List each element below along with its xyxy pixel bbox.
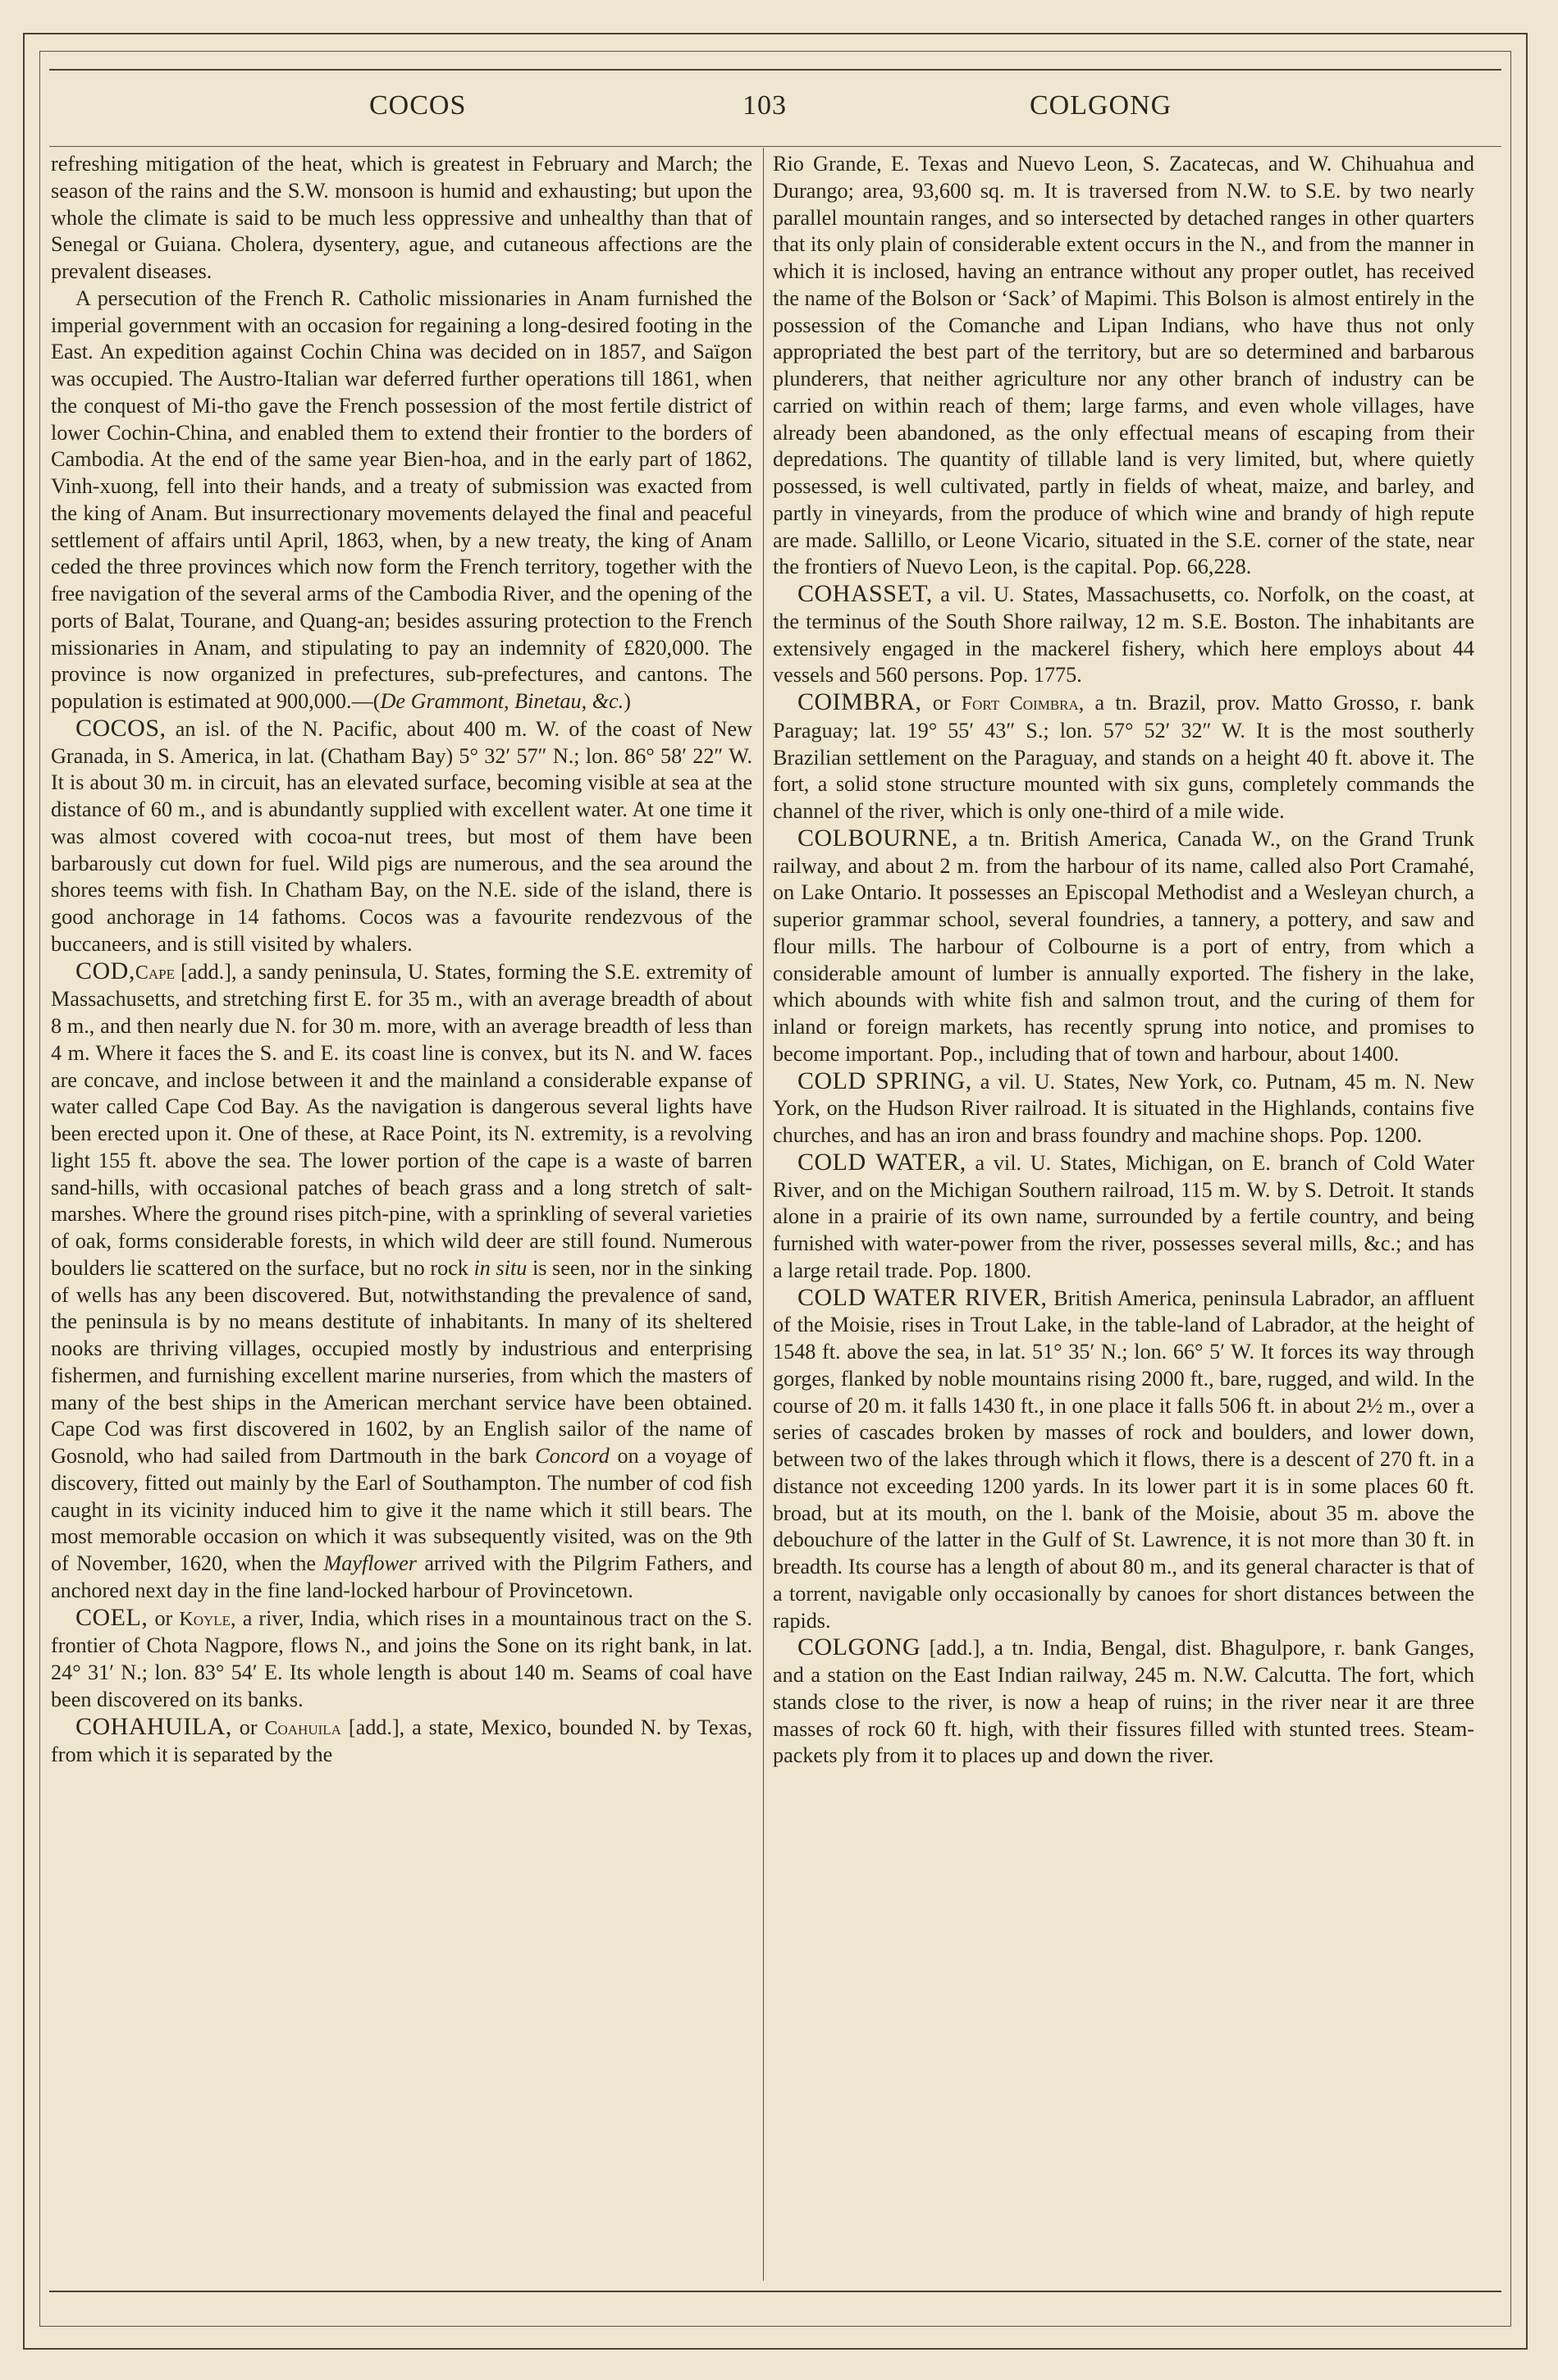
italic-text: De Grammont, Binetau, &c. — [380, 689, 624, 713]
entry-text: a tn. British America, Canada W., on the Grand Trunk railway, and about 2 m. from the harbour of its name, called also Port Cramahé, on Lake Ontario. It possesses an Episcopal Methodist and a Wesleyan church, a superior grammar school, several foundries, a tannery, a pottery, and saw and flour mills. The harbour of Colbourne is a port of entry, from which a considerable amount of lumber is annually exported. The fishery in the lake, which abounds with white fish and salmon trout, and the curing of them for inland or foreign markets, has recently sprung into notice, and promises to become important. Pop., including that of town and harbour, about 1400. — [773, 826, 1474, 1066]
entry-headword: COIMBRA, — [797, 688, 922, 715]
top-rule — [49, 69, 1501, 71]
entry-headword: COLD WATER RIVER, — [797, 1283, 1048, 1311]
entry-headword: COEL, — [75, 1603, 148, 1631]
running-header — [49, 90, 1501, 131]
body-paragraph — [773, 151, 1474, 581]
entry-text: on a voyage of discovery, fitted out mainly by the Earl of Southampton. The number of cod fish caught in its vicinity induced him to give it the name which it still bears. The most memorable occasion on which it was subsequently visited, was on the 9th of November, 1620, when the — [51, 1444, 752, 1575]
entry-text: ) — [624, 689, 631, 713]
right-column — [773, 151, 1474, 1770]
column-divider — [763, 148, 764, 2281]
body-paragraph — [51, 151, 752, 286]
gazetteer-entry — [51, 958, 752, 1605]
entry-headword: COHASSET, — [797, 580, 933, 607]
entry-headword: COLGONG — [797, 1633, 921, 1661]
gazetteer-entry — [773, 825, 1474, 1068]
header-rule — [49, 146, 1501, 147]
gazetteer-entry — [51, 715, 752, 958]
entry-text: Rio Grande, E. Texas and Nuevo Leon, S. Zacatecas, and W. Chihuahua and Durango; area, 93,600 sq. m. It is traversed from N.W. to S.E. by two nearly parallel mountain ranges, and so intersected by detached ranges in other quarters that its only plain of considerable extent occurs in the N., and from the manner in which it is inclosed, having an entrance without any proper outlet, has received the name of the Bolson or ‘Sack’ of Mapimi. This Bolson is almost entirely in the possession of the Comanche and Lipan Indians, who have thus not only appropriated the best part of the territory, but are so determined and barbarous plunderers, that neither agriculture nor any other branch of industry can be carried on within reach of them; large farms, and even whole villages, have already been abandoned, as the only effectual means of escaping from their depredations. The quantity of tillable land is very limited, but, where quietly possessed, is well cultivated, partly in fields of wheat, maize, and barley, and partly in vineyards, from the produce of which wine and brandy of high repute are made. Sallillo, or Leone Vicario, situated in the S.E. corner of the state, near the frontiers of Nuevo Leon, is the capital. Pop. 66,228. — [773, 152, 1474, 579]
entry-connector: or — [921, 691, 962, 715]
entry-text: arrived with the Pilgrim Fathers, and anchored next day in the fine land-locked harbour of Provincetown. — [51, 1551, 752, 1602]
entry-headword: COLBOURNE, — [797, 824, 958, 852]
entry-text: refreshing mitigation of the heat, which is greatest in February and March; the season of the rains and the S.W. monsoon is humid and exhausting; but upon the whole the climate is said to be much less oppressive and unhealthy than that of Senegal or Guiana. Cholera, dysentery, ague, and cutaneous affections are the prevalent diseases. — [51, 152, 752, 283]
gazetteer-entry — [773, 689, 1474, 825]
entry-alt-name: Cape — [135, 962, 175, 984]
entry-alt-name: Fort Coimbra — [961, 693, 1079, 715]
entry-text: [add.], a sandy peninsula, U. States, forming the S.E. extremity of Massachusetts, and stretching first E. for 35 m., with an average breadth of about 8 m., and then nearly due N. for 30 m. more, with an average breadth of less than 4 m. Where it faces the S. and E. its coast line is convex, but its N. and W. faces are concave, and inclose between it and the mainland a considerable expanse of water called Cape Cod Bay. As the navigation is dangerous several lights have been erected upon it. One of these, at Race Point, its N. extremity, is a revolving light 155 ft. above the sea. The lower portion of the cape is a waste of barren sand-hills, with occasional patches of beach grass and a long stretch of salt-marshes. Where the ground rises pitch-pine, with a sprinkling of several varieties of oak, forms considerable forests, in which wild deer are still found. Numerous boulders lie scattered on the surface, but no rock — [51, 959, 752, 1280]
entry-text: an isl. of the N. Pacific, about 400 m. W. of the coast of New Granada, in S. America, in lat. (Chatham Bay) 5° 32′ 57″ N.; lon. 86° 58′ 22″ W. It is about 30 m. in circuit, has an elevated surface, becoming visible at sea at the distance of 60 m., and is abundantly supplied with excellent water. At one time it was almost covered with cocoa-nut trees, but most of them have been barbarously cut down for fuel. Wild pigs are numerous, and the sea around the shores teems with fish. In Chatham Bay, on the N.E. side of the island, there is good anchorage in 14 fathoms. Cocos was a favourite rendezvous of the buccaneers, and is still visited by whalers. — [51, 716, 752, 956]
bottom-rule — [49, 2291, 1501, 2292]
gazetteer-entry — [773, 1634, 1474, 1770]
left-column — [51, 151, 752, 1769]
entry-headword: COLD SPRING, — [797, 1067, 972, 1094]
entry-headword: COHAHUILA, — [75, 1712, 232, 1740]
italic-text: Mayflower — [323, 1551, 417, 1575]
entry-text: a vil. U. States, Michigan, on E. branch of Cold Water River, and on the Michigan Southern railroad, 115 m. W. by S. Detroit. It stands alone in a prairie of its own name, surrounded by a fertile country, and being furnished with water-power from the river, possesses several mills, &c.; and has a large retail trade. Pop. 1800. — [773, 1150, 1474, 1282]
entry-connector: or — [231, 1715, 265, 1739]
entry-headword: COCOS, — [75, 714, 167, 742]
gazetteer-entry — [773, 581, 1474, 689]
entry-text: a vil. U. States, Massachusetts, co. Norfolk, on the coast, at the terminus of the South Shore railway, 12 m. S.E. Boston. The inhabitants are extensively engaged in the mackerel fishery, which here employs about 44 vessels and 560 persons. Pop. 1775. — [773, 582, 1474, 688]
entry-headword: COD, — [75, 957, 135, 984]
entry-text: a vil. U. States, New York, co. Putnam, 45 m. N. New York, on the Hudson River railroad. It is situated in the Highlands, contains five churches, and has an iron and brass foundry and machine shops. Pop. 1200. — [773, 1069, 1475, 1147]
entry-alt-name: Coahuila — [264, 1717, 341, 1739]
entry-text: is seen, nor in the sinking of wells has any been discovered. But, notwithstanding the prevalence of sand, the peninsula is by no means destitute of inhabitants. In many of its sheltered nooks are thriving villages, occupied mostly by industrious and enterprising fishermen, and furnishing excellent marine nurseries, from which the masters of many of the best ships in the American merchant service have been obtained. Cape Cod was first discovered in 1602, by an English sailor of the name of Gosnold, who had sailed from Dartmouth in the bark — [51, 1255, 752, 1468]
gazetteer-entry — [773, 1068, 1474, 1149]
entry-headword: COLD WATER, — [797, 1148, 966, 1176]
entry-text: , a river, India, which rises in a mountainous tract on the S. frontier of Chota Nagpore, flows N., and joins the Sone on its right bank, in lat. 24° 31′ N.; lon. 83° 54′ E. Its whole length is about 140 m. Seams of coal have been discovered on its banks. — [51, 1606, 752, 1711]
gazetteer-entry — [773, 1285, 1474, 1635]
gazetteer-entry — [51, 1605, 752, 1714]
gazetteer-entry — [51, 1714, 752, 1770]
entry-connector: or — [148, 1606, 180, 1630]
entry-text: [add.], a tn. India, Bengal, dist. Bhagulpore, r. bank Ganges, and a station on the East Indian railway, 245 m. N.W. Calcutta. The fort, which stands close to the river, is now a heap of ruins; in the river near it are three masses of rock 60 ft. high, with their fissures filled with stunted trees. Steam-packets ply from it to places up and down the river. — [773, 1636, 1474, 1768]
entry-text: A persecution of the French R. Catholic missionaries in Anam furnished the imperial government with an occasion for regaining a long-desired footing in the East. An expedition against Cochin China was decided on in 1857, and Saïgon was occupied. The Austro-Italian war deferred further operations till 1861, when the conquest of Mi-tho gave the French possession of the most fertile district of lower Cochin-China, and enabled them to extend their frontier to the borders of Cambodia. At the end of the same year Bien-hoa, and in the early part of 1862, Vinh-xuong, fell into their hands, and a treaty of submission was exacted from the king of Anam. But insurrectionary movements delayed the final and peaceful settlement of affairs until April, 1863, when, by a new treaty, the king of Anam ceded the three provinces which now form the French territory, together with the free navigation of the several arms of the Cambodia River, and the opening of the ports of Balat, Tourane, and Quang-an; besides assuring protection to the French missionaries in Anam, and stipulating to pay an indemnity of £820,000. The province is now organized in prefectures, sub-prefectures, and cantons. The population is estimated at 900,000.—( — [51, 286, 752, 713]
body-paragraph — [51, 286, 752, 715]
header-right-keyword: COLGONG — [1030, 90, 1172, 121]
entry-text: [add.], a state, Mexico, bounded N. by Texas, from which it is separated by the — [51, 1715, 752, 1767]
page-number: 103 — [742, 90, 787, 121]
entry-alt-name: Koyle — [179, 1608, 231, 1630]
entry-text: , a tn. Brazil, prov. Matto Grosso, r. bank Paraguay; lat. 19° 55′ 43″ S.; lon. 57° 52′ 32″ W. It is the most southerly Brazilian settlement on the Paraguay, and stands on a height 40 ft. above it. The fort, a solid stone structure mounted with six guns, completely commands the channel of the river, which is only one-third of a mile wide. — [773, 691, 1474, 823]
italic-text: in situ — [473, 1255, 528, 1280]
gazetteer-entry — [773, 1149, 1474, 1285]
entry-text: British America, peninsula Labrador, an affluent of the Moisie, rises in Trout Lake, in the table-land of Labrador, at the height of 1548 ft. above the sea, in lat. 51° 35′ N.; lon. 66° 5′ W. It forces its way through gorges, flanked by noble mountains rising 2000 ft., bare, rugged, and wild. In the course of 20 m. it falls 1430 ft., in one place it falls 506 ft. in about 2½ m., over a series of cascades broken by masses of rock and boulders, and lower down, between two of the lakes through which it flows, there is a descent of 270 ft. in a distance not exceeding 1200 yards. In its lower part it is in some places 60 ft. broad, but at its mouth, on the l. bank of the Moisie, about 35 m. above the debouchure of the latter in the Gulf of St. Lawrence, it is not more than 30 ft. in breadth. Its course has a length of about 80 m., and its general character is that of a torrent, navigable only occasionally by canoes for short distances between the rapids. — [773, 1286, 1474, 1633]
header-left-keyword: COCOS — [369, 90, 467, 121]
italic-text: Concord — [535, 1444, 610, 1468]
